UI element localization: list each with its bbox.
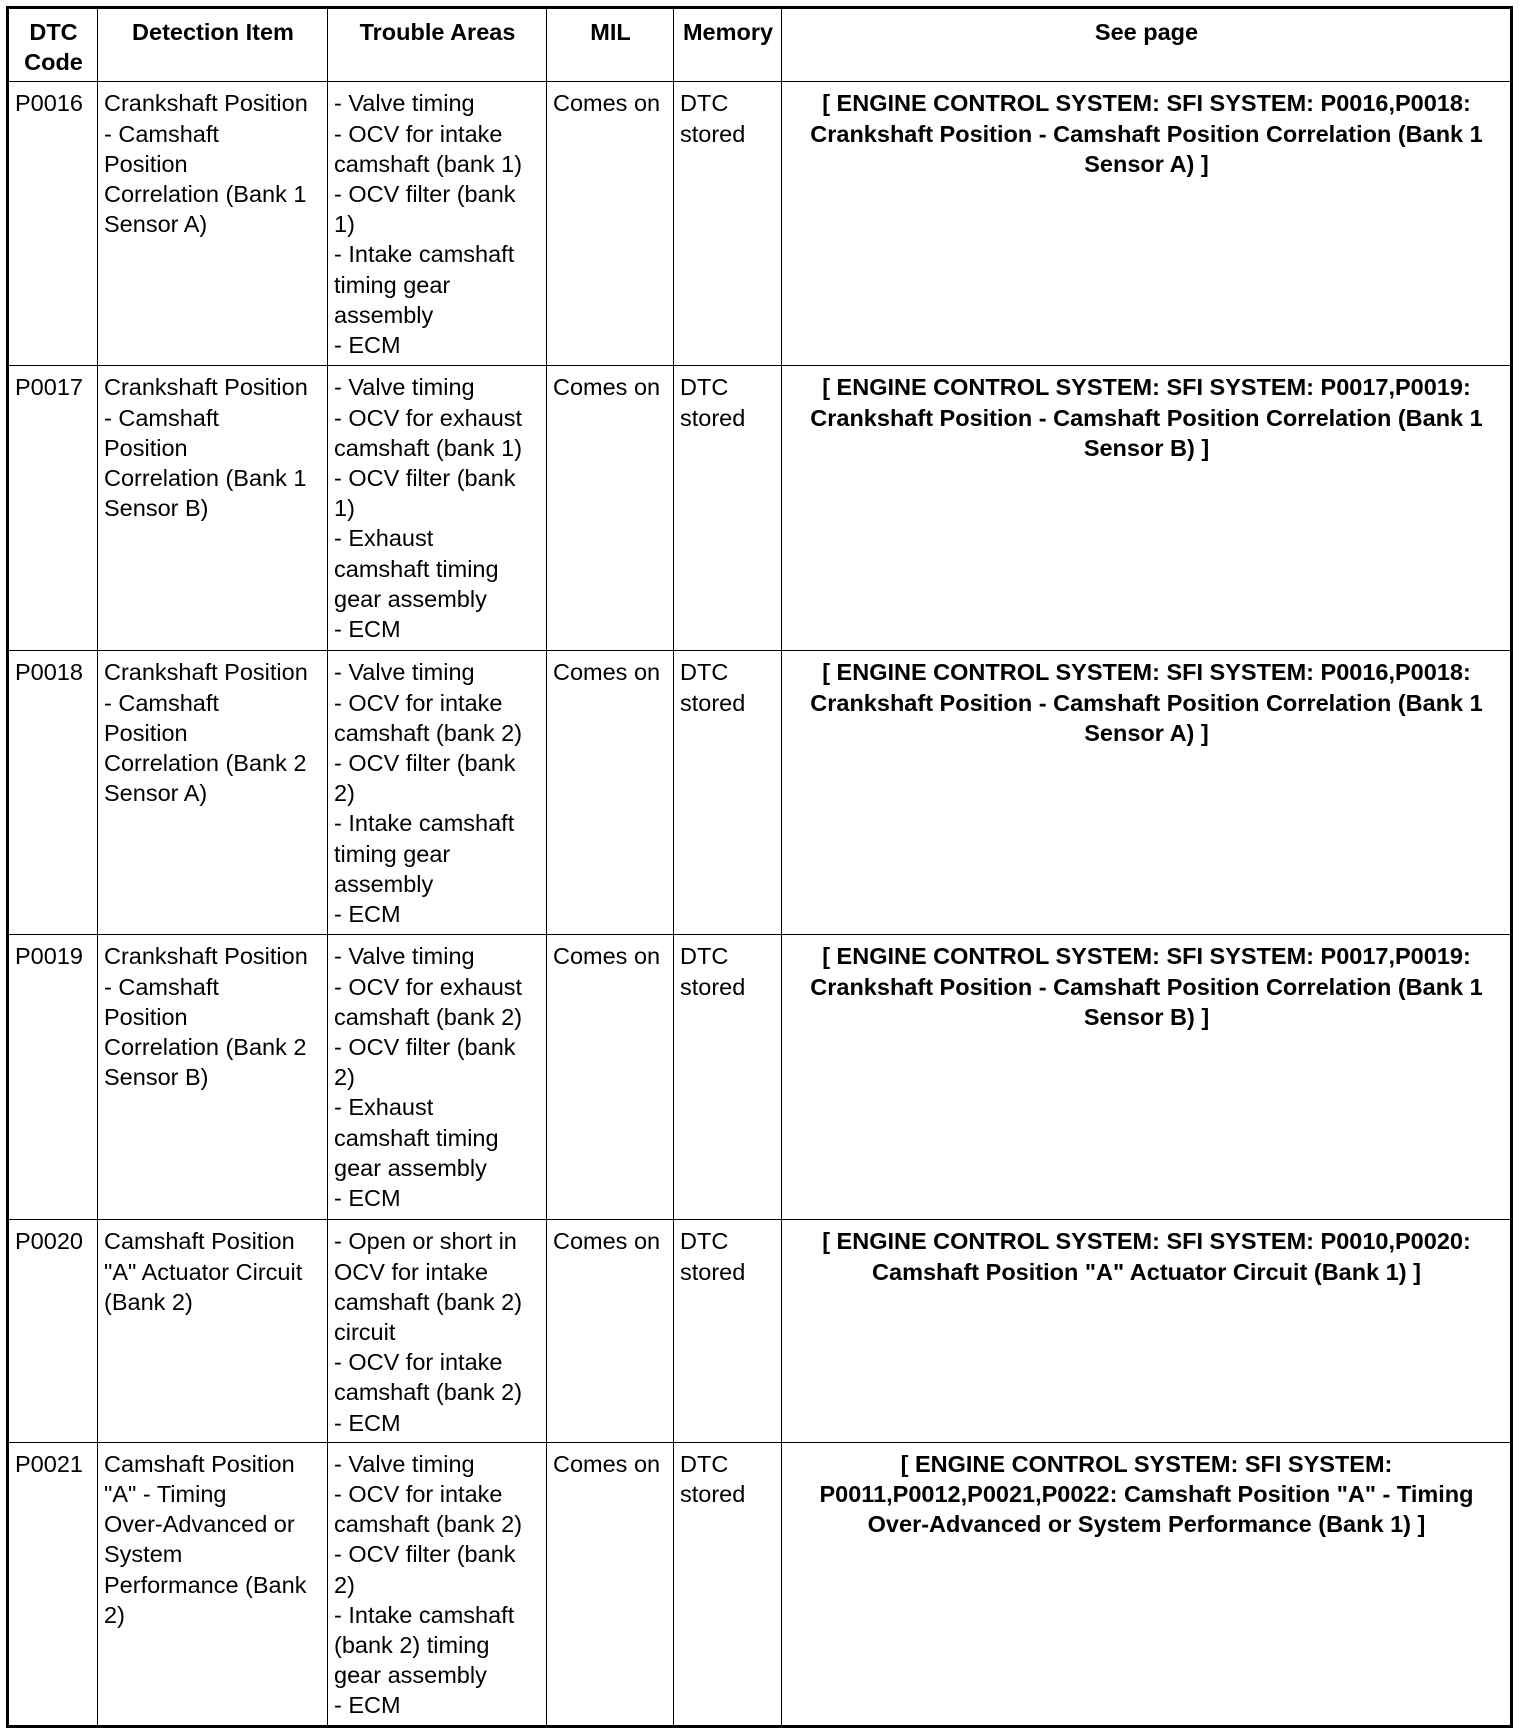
memory-cell: [674, 935, 782, 1220]
see-page-reference-line: Sensor B) ]: [1083, 434, 1210, 461]
see-page-cell: [782, 1220, 1512, 1442]
trouble-area-line: - OCV filter (bank: [334, 181, 516, 208]
memory-line: stored: [680, 120, 746, 147]
trouble-area-line: - OCV filter (bank: [334, 1034, 516, 1061]
detection-item-line: - Camshaft: [104, 120, 219, 147]
trouble-area-line: - OCV for intake: [334, 120, 503, 147]
see-page-reference-line: [ ENGINE CONTROL SYSTEM: SFI SYSTEM: P0016,P0018:: [822, 659, 1471, 686]
see-page-reference-line: Camshaft Position "A" Actuator Circuit (Bank 1) ]: [872, 1258, 1421, 1285]
detection-item-line: Correlation (Bank 2: [104, 750, 307, 777]
detection-item-line: Sensor A): [104, 780, 208, 807]
detection-item-cell: [98, 935, 328, 1220]
memory-cell: [674, 82, 782, 366]
table-row: [8, 1442, 1512, 1726]
detection-item-line: Crankshaft Position: [104, 90, 308, 117]
trouble-area-line: camshaft (bank 2): [334, 1288, 523, 1315]
detection-item-line: - Camshaft: [104, 973, 219, 1000]
table-row: [8, 651, 1512, 935]
trouble-area-line: - Valve timing: [334, 1450, 475, 1477]
detection-item-line: Crankshaft Position: [104, 374, 308, 401]
trouble-area-line: camshaft (bank 2): [334, 719, 523, 746]
trouble-area-line: - Exhaust: [334, 1094, 434, 1121]
trouble-area-line: OCV for intake: [334, 1258, 489, 1285]
memory-cell: [674, 1442, 782, 1726]
memory-line: DTC: [680, 374, 729, 401]
trouble-area-line: camshaft (bank 2): [334, 1003, 523, 1030]
detection-item-line: Position: [104, 1003, 188, 1030]
detection-item-line: Camshaft Position: [104, 1450, 295, 1477]
see-page-reference-line: P0011,P0012,P0021,P0022: Camshaft Position "A" - Timing: [819, 1481, 1474, 1508]
see-page-cell: [782, 935, 1512, 1220]
trouble-areas-cell: [328, 82, 547, 366]
see-page-reference-line: Crankshaft Position - Camshaft Position Correlation (Bank 1: [810, 973, 1483, 1000]
memory-line: stored: [680, 404, 746, 431]
detection-item-line: 2): [104, 1601, 125, 1628]
table-row: [8, 82, 1512, 366]
trouble-area-line: camshaft (bank 1): [334, 150, 523, 177]
dtc-code-cell: P0017: [8, 366, 98, 651]
trouble-area-line: timing gear: [334, 271, 451, 298]
table-row: [8, 1220, 1512, 1442]
trouble-area-line: 2): [334, 780, 355, 807]
trouble-area-line: - ECM: [334, 616, 401, 643]
trouble-area-line: 1): [334, 211, 355, 238]
see-page-reference-line: Over-Advanced or System Performance (Bank 1) ]: [867, 1511, 1426, 1538]
see-page-reference-line: Crankshaft Position - Camshaft Position Correlation (Bank 1: [810, 404, 1483, 431]
trouble-area-line: 2): [334, 1571, 355, 1598]
trouble-area-line: - Valve timing: [334, 943, 475, 970]
trouble-area-line: - ECM: [334, 1409, 401, 1436]
memory-cell: [674, 366, 782, 651]
see-page-reference-line: [ ENGINE CONTROL SYSTEM: SFI SYSTEM:: [900, 1450, 1393, 1477]
trouble-area-line: - OCV for intake: [334, 1349, 503, 1376]
detection-item-line: Camshaft Position: [104, 1228, 295, 1255]
memory-line: DTC: [680, 90, 729, 117]
trouble-area-line: - Valve timing: [334, 374, 475, 401]
memory-line: stored: [680, 1258, 746, 1285]
trouble-areas-cell: [328, 366, 547, 651]
table-row: [8, 935, 1512, 1220]
trouble-area-line: - OCV for exhaust: [334, 973, 523, 1000]
see-page-reference-line: Sensor A) ]: [1084, 150, 1209, 177]
detection-item-line: Crankshaft Position: [104, 659, 308, 686]
trouble-area-line: gear assembly: [334, 1662, 487, 1689]
see-page-cell: [782, 366, 1512, 651]
detection-item-line: - Camshaft: [104, 404, 219, 431]
see-page-reference-line: Sensor B) ]: [1083, 1003, 1210, 1030]
trouble-area-line: 1): [334, 495, 355, 522]
memory-line: DTC: [680, 1450, 729, 1477]
detection-item-cell: [98, 366, 328, 651]
trouble-area-line: - OCV filter (bank: [334, 465, 516, 492]
dtc-code-cell: P0020: [8, 1220, 98, 1442]
table-row: [8, 366, 1512, 651]
trouble-area-line: - Intake camshaft: [334, 810, 515, 837]
memory-line: DTC: [680, 1228, 729, 1255]
trouble-area-line: - Open or short in: [334, 1228, 517, 1255]
memory-line: stored: [680, 973, 746, 1000]
see-page-reference-line: Sensor A) ]: [1084, 719, 1209, 746]
detection-item-line: Correlation (Bank 1: [104, 181, 307, 208]
see-page-reference-line: Crankshaft Position - Camshaft Position Correlation (Bank 1: [810, 120, 1483, 147]
trouble-area-line: - OCV filter (bank: [334, 1541, 516, 1568]
detection-item-line: Sensor B): [104, 495, 209, 522]
dtc-code-cell: P0021: [8, 1442, 98, 1726]
header-mil: MIL: [547, 8, 674, 82]
table-header-row: [8, 8, 1512, 82]
trouble-area-line: gear assembly: [334, 585, 487, 612]
trouble-area-line: (bank 2) timing: [334, 1632, 490, 1659]
trouble-area-line: assembly: [334, 301, 434, 328]
memory-line: DTC: [680, 659, 729, 686]
detection-item-line: Over-Advanced or: [104, 1511, 295, 1538]
dtc-code-cell: P0018: [8, 651, 98, 935]
header-dtc-code: DTC Code: [8, 8, 98, 82]
memory-line: DTC: [680, 943, 729, 970]
trouble-area-line: - OCV for exhaust: [334, 404, 523, 431]
memory-cell: [674, 1220, 782, 1442]
trouble-area-line: - OCV for intake: [334, 689, 503, 716]
dtc-table: [6, 6, 1513, 1728]
trouble-areas-cell: [328, 1442, 547, 1726]
detection-item-line: Performance (Bank: [104, 1571, 307, 1598]
trouble-area-line: - Valve timing: [334, 659, 475, 686]
trouble-area-line: camshaft timing: [334, 555, 499, 582]
mil-cell: Comes on: [547, 651, 674, 935]
detection-item-cell: [98, 1442, 328, 1726]
trouble-area-line: - ECM: [334, 1692, 401, 1719]
trouble-area-line: gear assembly: [334, 1154, 487, 1181]
dtc-code-cell: P0019: [8, 935, 98, 1220]
trouble-area-line: - Intake camshaft: [334, 1601, 515, 1628]
trouble-area-line: 2): [334, 1064, 355, 1091]
trouble-area-line: - Exhaust: [334, 525, 434, 552]
detection-item-line: - Camshaft: [104, 689, 219, 716]
trouble-area-line: - Intake camshaft: [334, 241, 515, 268]
trouble-area-line: camshaft (bank 2): [334, 1379, 523, 1406]
memory-line: stored: [680, 689, 746, 716]
trouble-areas-cell: [328, 651, 547, 935]
see-page-reference-line: [ ENGINE CONTROL SYSTEM: SFI SYSTEM: P0017,P0019:: [822, 374, 1471, 401]
trouble-area-line: - ECM: [334, 901, 401, 928]
detection-item-line: Sensor B): [104, 1064, 209, 1091]
mil-cell: Comes on: [547, 935, 674, 1220]
trouble-area-line: - ECM: [334, 1185, 401, 1212]
detection-item-line: (Bank 2): [104, 1288, 193, 1315]
dtc-table-container: [6, 6, 1513, 1728]
mil-cell: Comes on: [547, 366, 674, 651]
detection-item-cell: [98, 1220, 328, 1442]
trouble-area-line: - Valve timing: [334, 90, 475, 117]
mil-cell: Comes on: [547, 1442, 674, 1726]
trouble-area-line: - ECM: [334, 332, 401, 359]
detection-item-cell: [98, 82, 328, 366]
detection-item-line: Position: [104, 150, 188, 177]
detection-item-line: Correlation (Bank 2: [104, 1034, 307, 1061]
trouble-area-line: circuit: [334, 1319, 396, 1346]
trouble-area-line: - OCV for intake: [334, 1481, 503, 1508]
see-page-reference-line: [ ENGINE CONTROL SYSTEM: SFI SYSTEM: P0010,P0020:: [822, 1228, 1471, 1255]
header-detection-item: Detection Item: [98, 8, 328, 82]
trouble-area-line: camshaft (bank 2): [334, 1511, 523, 1538]
trouble-area-line: - OCV filter (bank: [334, 750, 516, 777]
detection-item-line: "A" - Timing: [104, 1481, 227, 1508]
trouble-areas-cell: [328, 935, 547, 1220]
trouble-area-line: assembly: [334, 870, 434, 897]
detection-item-cell: [98, 651, 328, 935]
see-page-cell: [782, 651, 1512, 935]
see-page-reference-line: [ ENGINE CONTROL SYSTEM: SFI SYSTEM: P0017,P0019:: [822, 943, 1471, 970]
memory-cell: [674, 651, 782, 935]
mil-cell: Comes on: [547, 82, 674, 366]
trouble-areas-cell: [328, 1220, 547, 1442]
mil-cell: Comes on: [547, 1220, 674, 1442]
see-page-reference-line: [ ENGINE CONTROL SYSTEM: SFI SYSTEM: P0016,P0018:: [822, 90, 1471, 117]
dtc-code-cell: P0016: [8, 82, 98, 366]
detection-item-line: System: [104, 1541, 183, 1568]
detection-item-line: Correlation (Bank 1: [104, 465, 307, 492]
see-page-cell: [782, 82, 1512, 366]
detection-item-line: Crankshaft Position: [104, 943, 308, 970]
trouble-area-line: timing gear: [334, 840, 451, 867]
memory-line: stored: [680, 1481, 746, 1508]
detection-item-line: Position: [104, 719, 188, 746]
see-page-cell: [782, 1442, 1512, 1726]
detection-item-line: Sensor A): [104, 211, 208, 238]
detection-item-line: Position: [104, 434, 188, 461]
header-see-page: See page: [782, 8, 1512, 82]
see-page-reference-line: Crankshaft Position - Camshaft Position Correlation (Bank 1: [810, 689, 1483, 716]
trouble-area-line: camshaft timing: [334, 1124, 499, 1151]
detection-item-line: "A" Actuator Circuit: [104, 1258, 303, 1285]
trouble-area-line: camshaft (bank 1): [334, 434, 523, 461]
header-memory: Memory: [674, 8, 782, 82]
table-body: [8, 82, 1512, 1726]
header-trouble-areas: Trouble Areas: [328, 8, 547, 82]
